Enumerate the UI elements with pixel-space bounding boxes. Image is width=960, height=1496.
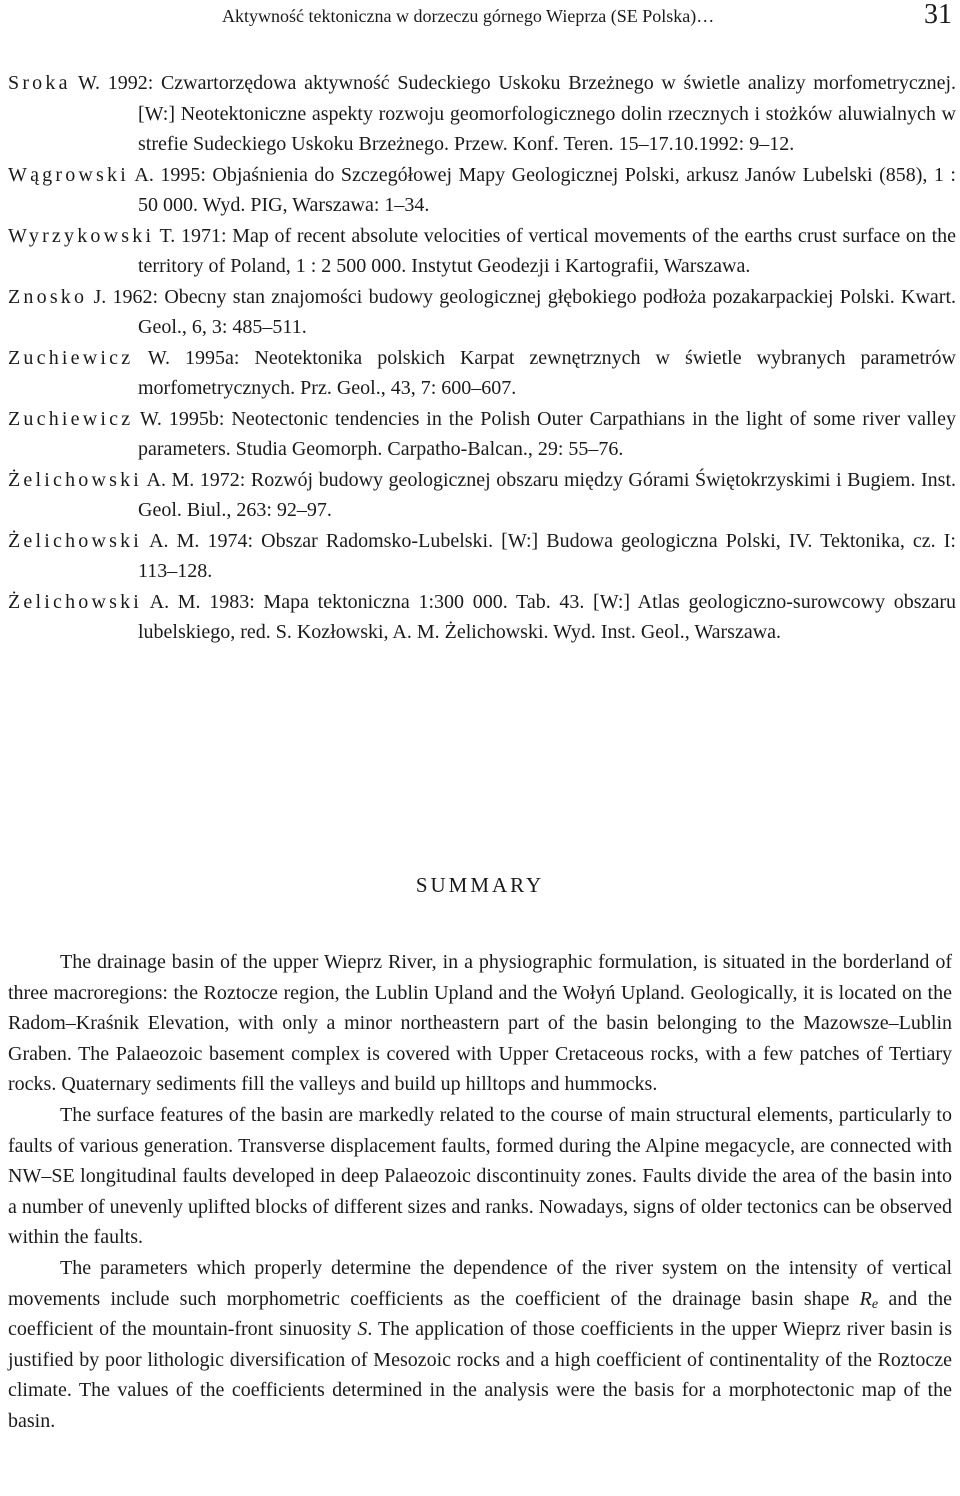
sinuosity-symbol: S <box>357 1318 368 1341</box>
reference-entry <box>8 465 956 526</box>
reference-entry <box>8 404 956 465</box>
reference-entry <box>8 526 956 587</box>
reference-text: W. 1995a: Neotektonika polskich Karpat zewnętrznych w świetle wybranych parametrów morfometrycznych. Prz. Geol., 43, 7: 600–607. <box>133 346 956 399</box>
symbol-subscript: e <box>871 1296 879 1312</box>
reference-text: W. 1995b: Neotectonic tendencies in the Polish Outer Carpathians in the light of some river valley parameters. Studia Geomorph. Carpatho-Balcan., 29: 55–76. <box>133 407 956 460</box>
reference-text: A. 1995: Objaśnienia do Szczegółowej Mapy Geologicznej Polski, arkusz Janów Lubelski (858), 1 : 50 000. Wyd. PIG, Warszawa: 1–34. <box>129 163 956 216</box>
summary-text: The parameters which properly determine the dependence of the river system on the intensity of vertical movements include such morphometric coefficients as the coefficient of the drainage basin shape <box>8 1256 952 1310</box>
summary-text: . The application of those coefficients in the upper Wieprz river basin is justified by poor lithologic diversification of Mesozoic rocks and a high coefficient of continentality of the Roztocze climate. The values of the coefficients determined in the analysis were the basis for a morphotectonic map of the basin. <box>8 1318 952 1432</box>
summary-paragraph-2: The surface features of the basin are markedly related to the course of main structural elements, particularly to faults of various generation. Transverse displacement faults, formed during the Alpine megacycle, are connected with NW–SE longitudinal faults developed in deep Palaeozoic discontinuity zones. Faults divide the area of the basin into a number of unevenly uplifted blocks of different sizes and ranks. Nowadays, signs of older tectonics can be observed within the faults. <box>8 1103 952 1249</box>
reference-entry <box>8 221 956 282</box>
reference-author: Sroka <box>8 72 71 94</box>
summary-paragraph-3 <box>8 1253 952 1437</box>
reference-author: Żelichowski <box>8 590 143 613</box>
reference-author: Zuchiewicz <box>8 407 134 430</box>
summary-body <box>8 947 952 1437</box>
reference-author: Wyrzykowski <box>8 224 155 247</box>
reference-author: Wągrowski <box>8 163 129 186</box>
reference-text: T. 1971: Map of recent absolute velocities of vertical movements of the earths crust surface on the territory of Poland, 1 : 2 500 000. Instytut Geodezji i Kartografii, Warszawa. <box>138 224 956 277</box>
running-title: Aktywność tektoniczna w dorzeczu górnego Wieprza (SE Polska)… <box>222 6 715 26</box>
reference-entry <box>8 282 956 343</box>
shape-coefficient-symbol <box>860 1288 878 1310</box>
reference-text: A. M. 1974: Obszar Radomsko-Lubelski. [W:] Budowa geologiczna Polski, IV. Tektonika, cz. I: 113–128. <box>138 529 956 582</box>
symbol-main: R <box>859 1287 872 1310</box>
reference-entry <box>8 68 956 160</box>
reference-entry <box>8 343 956 404</box>
page-number: 31 <box>924 0 952 30</box>
reference-list <box>8 68 956 648</box>
summary-text: and the coefficient of the mountain-front sinuosity <box>8 1287 953 1341</box>
reference-author: Znosko <box>8 285 88 308</box>
reference-entry <box>8 160 956 221</box>
reference-author: Żelichowski <box>8 468 143 491</box>
reference-author: Żelichowski <box>8 529 143 552</box>
reference-entry <box>8 587 956 648</box>
reference-author: Zuchiewicz <box>8 346 134 369</box>
reference-text: J. 1962: Obecny stan znajomości budowy geologicznej głębokiego podłoża pozakarpackiej Polski. Kwart. Geol., 6, 3: 485–511. <box>87 285 956 338</box>
summary-heading: SUMMARY <box>415 873 545 897</box>
reference-text: A. M. 1983: Mapa tektoniczna 1:300 000. Tab. 43. [W:] Atlas geologiczno-surowcowy obszaru lubelskiego, red. S. Kozłowski, A. M. Żelichowski. Wyd. Inst. Geol., Warszawa. <box>138 590 956 643</box>
reference-text: W. 1992: Czwartorzędowa aktywność Sudeckiego Uskoku Brzeżnego w świetle analizy morfometrycznej. [W:] Neotektoniczne aspekty rozwoju geomorfologicznego dolin rzecznych i stożków aluwialnych w strefie Sudeckiego Uskoku Brzeżnego. Przew. Konf. Teren. 15–17.10.1992: 9–12. <box>70 72 956 155</box>
summary-paragraph-1: The drainage basin of the upper Wieprz River, in a physiographic formulation, is situated in the borderland of three macroregions: the Roztocze region, the Lublin Upland and the Wołyń Upland. Geologically, it is located on the Radom–Kraśnik Elevation, with only a minor northeastern part of the basin belonging to the Mazowsze–Lublin Graben. The Palaeozoic basement complex is covered with Upper Cretaceous rocks, with a few patches of Tertiary rocks. Quaternary sediments fill the valleys and build up hilltops and hummocks. <box>8 951 952 1096</box>
page-header <box>0 0 960 40</box>
reference-text: A. M. 1972: Rozwój budowy geologicznej obszaru między Górami Świętokrzyskimi i Bugiem. Inst. Geol. Biul., 263: 92–97. <box>138 468 956 521</box>
